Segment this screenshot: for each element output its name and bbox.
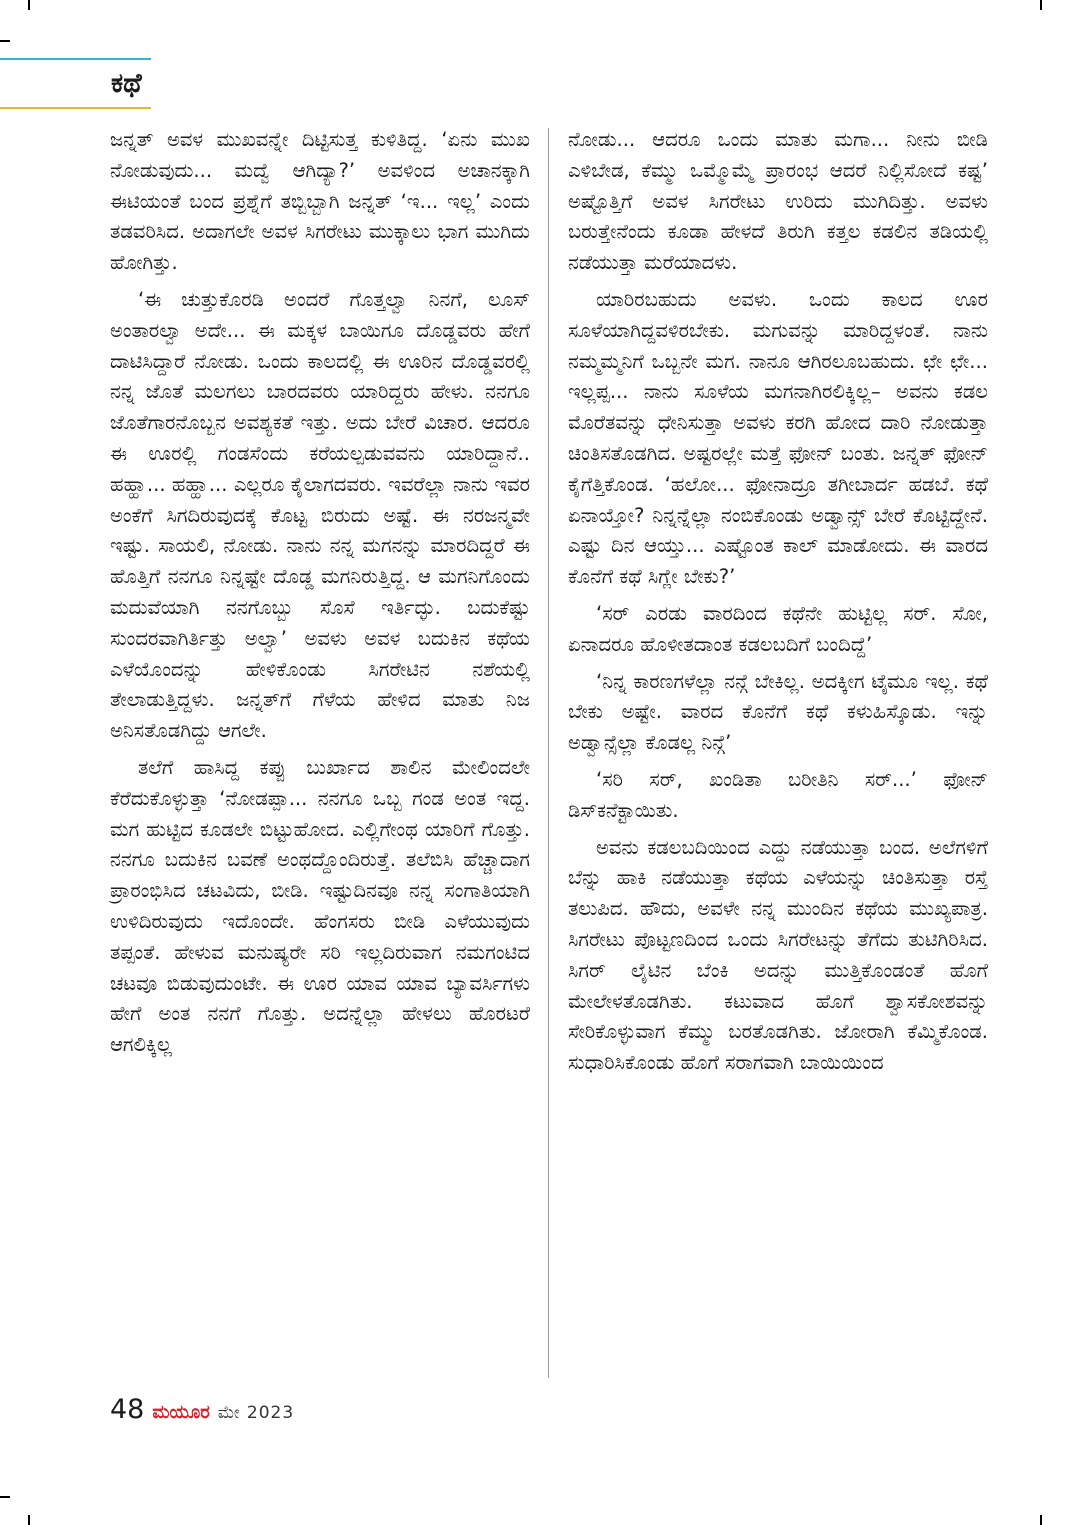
crop-mark bbox=[0, 1496, 10, 1498]
paragraph: ‘ನಿನ್ನ ಕಾರಣಗಳೆಲ್ಲಾ ನನ್ಗೆ ಬೇಕಿಲ್ಲ. ಅದಕ್ಕೀಗ ಟೈಮೂ ಇಲ್ಲ. ಕಥೆ ಬೇಕು ಅಷ್ಟೇ. ವಾರದ ಕೊನೆಗೆ ಕಥೆ ಕಳುಹಿಸ್ಕೊಡು. ಇನ್ನು ಅಡ್ವಾನ್ಸೆಲ್ಲಾ ಕೊಡಲ್ಲ ನಿನ್ಗೆ’ bbox=[568, 669, 988, 755]
crop-mark bbox=[1040, 0, 1042, 10]
article-column-right bbox=[568, 125, 988, 1085]
magazine-logo: ಮಯೂರ bbox=[152, 1402, 210, 1423]
paragraph: ‘ಸರ್ ಎರಡು ವಾರದಿಂದ ಕಥೆನೇ ಹುಟ್ಟಿಲ್ಲ ಸರ್. ಸೋ, ಏನಾದರೂ ಹೊಳೀತದಾಂತ ಕಡಲಬದಿಗೆ ಬಂದಿದ್ದೆ’ bbox=[568, 601, 988, 656]
header-rule-top bbox=[0, 58, 151, 60]
section-title: ಕಥೆ bbox=[111, 68, 142, 99]
article-column-left bbox=[110, 125, 530, 1067]
paragraph: ‘ಈ ಚುತ್ತುಕೊರಡಿ ಅಂದರೆ ಗೊತ್ತಲ್ವಾ ನಿನಗೆ, ಲೂಸ್ ಅಂತಾರಲ್ವಾ ಅದೇ... ಈ ಮಕ್ಕಳ ಬಾಯಿಗೂ ದೊಡ್ಡವರು ಹೇಗೆ ದಾಟಿಸಿದ್ದಾರೆ ನೋಡು. ಒಂದು ಕಾಲದಲ್ಲಿ ಈ ಊರಿನ ದೊಡ್ಡವರಲ್ಲಿ ನನ್ನ ಜೊತೆ ಮಲಗಲು ಬಾರದವರು ಯಾರಿದ್ದರು ಹೇಳು. ನನಗೂ ಜೊತೆಗಾರನೊಬ್ಬನ ಅವಶ್ಯಕತೆ ಇತ್ತು. ಅದು ಬೇರೆ ವಿಚಾರ. ಆದರೂ ಈ ಊರಲ್ಲಿ ಗಂಡಸೆಂದು ಕರೆಯಲ್ಪಡುವವನು ಯಾರಿದ್ದಾನೆ.. ಹಹ್ಹಾ... ಹಹ್ಹಾ... ಎಲ್ಲರೂ ಕೈಲಾಗದವರು. ಇವರೆಲ್ಲಾ ನಾನು ಇವರ ಅಂಕೆಗೆ ಸಿಗದಿರುವುದಕ್ಕೆ ಕೊಟ್ಟ ಬಿರುದು ಅಷ್ಟೆ. ಈ ನರಜನ್ಮವೇ ಇಷ್ಟು. ಸಾಯಲಿ, ನೋಡು. ನಾನು ನನ್ನ ಮಗನನ್ನು ಮಾರದಿದ್ದರೆ ಈ ಹೊತ್ತಿಗೆ ನನಗೂ ನಿನ್ನಷ್ಟೇ ದೊಡ್ಡ ಮಗನಿರುತ್ತಿದ್ದ. ಆ ಮಗನಿಗೊಂದು ಮದುವೆಯಾಗಿ ನನಗೊಬ್ಬು ಸೊಸೆ ಇರ್ತಿದ್ಳು. ಬದುಕೆಷ್ಟು ಸುಂದರವಾಗಿರ್ತಿತ್ತು ಅಲ್ವಾ’ ಅವಳು ಅವಳ ಬದುಕಿನ ಕಥೆಯ ಎಳೆಯೊಂದನ್ನು ಹೇಳಿಕೊಂಡು ಸಿಗರೇಟಿನ ನಶೆಯಲ್ಲಿ ತೇಲಾಡುತ್ತಿದ್ದಳು. ಜನ್ನತ್‌ಗೆ ಗೆಳೆಯ ಹೇಳಿದ ಮಾತು ನಿಜ ಅನಿಸತೊಡಗಿದ್ದು ಆಗಲೇ. bbox=[110, 287, 530, 743]
crop-mark bbox=[1040, 1515, 1042, 1525]
paragraph: ‘ಸರಿ ಸರ್, ಖಂಡಿತಾ ಬರೀತಿನಿ ಸರ್...’ ಫೋನ್ ಡಿಸ್‌ಕನೆಕ್ಟಾಯಿತು. bbox=[568, 767, 988, 822]
page-number: 48 bbox=[110, 1394, 145, 1425]
paragraph: ಯಾರಿರಬಹುದು ಅವಳು. ಒಂದು ಕಾಲದ ಊರ ಸೂಳೆಯಾಗಿದ್ದವಳಿರಬೇಕು. ಮಗುವನ್ನು ಮಾರಿದ್ದಳಂತೆ. ನಾನು ನಮ್ಮಮ್ಮನಿಗೆ ಒಬ್ಬನೇ ಮಗ. ನಾನೂ ಆಗಿರಲೂಬಹುದು. ಛೇ ಛೇ... ಇಲ್ಲಪ್ಪ... ನಾನು ಸೂಳೆಯ ಮಗನಾಗಿರಲಿಕ್ಕಿಲ್ಲ– ಅವನು ಕಡಲ ಮೊರೆತವನ್ನು ಧೇನಿಸುತ್ತಾ ಅವಳು ಕರಗಿ ಹೋದ ದಾರಿ ನೋಡುತ್ತಾ ಚಿಂತಿಸತೊಡಗಿದ. ಅಷ್ಟರಲ್ಲೇ ಮತ್ತೆ ಫೋನ್ ಬಂತು. ಜನ್ನತ್ ಫೋನ್ ಕೈಗೆತ್ತಿಕೊಂಡ. ‘ಹಲೋ... ಫೋನಾದ್ರೂ ತಗೀಬಾರ್ದ ಹಡಬೆ. ಕಥೆ ಏನಾಯ್ತೋ? ನಿನ್ನನ್ನೆಲ್ಲಾ ನಂಬಿಕೊಂಡು ಅಡ್ವಾನ್ಸ್ ಬೇರೆ ಕೊಟ್ಟಿದ್ದೇನೆ. ಎಷ್ಟು ದಿನ ಆಯ್ತು... ಎಷ್ಟೊಂತ ಕಾಲ್ ಮಾಡೋದು. ಈ ವಾರದ ಕೊನೆಗೆ ಕಥೆ ಸಿಗ್ಲೇ ಬೇಕು?’ bbox=[568, 287, 988, 589]
issue-date: ಮೇ 2023 bbox=[217, 1403, 295, 1423]
crop-mark bbox=[28, 1515, 30, 1525]
column-divider bbox=[548, 128, 549, 1378]
crop-mark bbox=[28, 0, 30, 10]
paragraph: ನೋಡು... ಆದರೂ ಒಂದು ಮಾತು ಮಗಾ... ನೀನು ಬೀಡಿ ಎಳಿಬೇಡ, ಕೆಮ್ಮು ಒಮ್ಮೊಮ್ಮೆ ಪ್ರಾರಂಭ ಆದರೆ ನಿಲ್ಲಿಸೋದೆ ಕಷ್ಟ’ ಅಷ್ಟೊತ್ತಿಗೆ ಅವಳ ಸಿಗರೇಟು ಉರಿದು ಮುಗಿದಿತ್ತು. ಅವಳು ಬರುತ್ತೇನೆಂದು ಕೂಡಾ ಹೇಳದೆ ತಿರುಗಿ ಕತ್ತಲ ಕಡಲಿನ ತಡಿಯಲ್ಲಿ ನಡೆಯುತ್ತಾ ಮರೆಯಾದಳು. bbox=[568, 128, 988, 275]
header-rule-bottom bbox=[0, 107, 151, 109]
paragraph: ಅವನು ಕಡಲಬದಿಯಿಂದ ಎದ್ದು ನಡೆಯುತ್ತಾ ಬಂದ. ಅಲೆಗಳಿಗೆ ಬೆನ್ನು ಹಾಕಿ ನಡೆಯುತ್ತಾ ಕಥೆಯ ಎಳೆಯನ್ನು ಚಿಂತಿಸುತ್ತಾ ರಸ್ತೆ ತಲುಪಿದ. ಹೌದು, ಅವಳೇ ನನ್ನ ಮುಂದಿನ ಕಥೆಯ ಮುಖ್ಯಪಾತ್ರ. ಸಿಗರೇಟು ಪೊಟ್ಟಣದಿಂದ ಒಂದು ಸಿಗರೇಟನ್ನು ತೆಗೆದು ತುಟಿಗಿರಿಸಿದ. ಸಿಗರ್ ಲೈಟಿನ ಬೆಂಕಿ ಅದನ್ನು ಮುತ್ತಿಕೊಂಡಂತೆ ಹೊಗೆ ಮೇಲೇಳತೊಡಗಿತು. ಕಟುವಾದ ಹೊಗೆ ಶ್ವಾಸಕೋಶವನ್ನು ಸೇರಿಕೊಳ್ಳುವಾಗ ಕೆಮ್ಮು ಬರತೊಡಗಿತು. ಜೋರಾಗಿ ಕೆಮ್ಮಿಕೊಂಡ. ಸುಧಾರಿಸಿಕೊಂಡು ಹೊಗೆ ಸರಾಗವಾಗಿ ಬಾಯಿಯಿಂದ bbox=[568, 835, 988, 1075]
crop-mark bbox=[0, 40, 10, 42]
paragraph: ಜನ್ನತ್ ಅವಳ ಮುಖವನ್ನೇ ದಿಟ್ಟಿಸುತ್ತ ಕುಳಿತಿದ್ದ. ‘ಏನು ಮುಖ ನೋಡುವುದು... ಮದ್ವೆ ಆಗಿದ್ಯಾ?’ ಅವಳಿಂದ ಅಚಾನಕ್ಕಾಗಿ ಈಟಿಯಂತೆ ಬಂದ ಪ್ರಶ್ನೆಗೆ ತಬ್ಬಿಬ್ಬಾಗಿ ಜನ್ನತ್ ‘ಇ... ಇಲ್ಲ’ ಎಂದು ತಡವರಿಸಿದ. ಅದಾಗಲೇ ಅವಳ ಸಿಗರೇಟು ಮುಕ್ಕಾಲು ಭಾಗ ಮುಗಿದು ಹೋಗಿತ್ತು. bbox=[110, 128, 530, 275]
page-footer bbox=[110, 1394, 294, 1428]
paragraph: ತಲೆಗೆ ಹಾಸಿದ್ದ ಕಪ್ಪು ಬುರ್ಖಾದ ಶಾಲಿನ ಮೇಲಿಂದಲೇ ಕೆರೆದುಕೊಳ್ಳುತ್ತಾ ‘ನೋಡಪ್ಪಾ... ನನಗೂ ಒಬ್ಬ ಗಂಡ ಅಂತ ಇದ್ದ. ಮಗ ಹುಟ್ಟಿದ ಕೂಡಲೇ ಬಿಟ್ಟುಹೋದ. ಎಲ್ಲಿಗೇಂಥ ಯಾರಿಗೆ ಗೊತ್ತು. ನನಗೂ ಬದುಕಿನ ಬವಣೆ ಅಂಥದ್ದೊಂದಿರುತ್ತೆ. ತಲೆಬಿಸಿ ಹೆಚ್ಚಾದಾಗ ಪ್ರಾರಂಭಿಸಿದ ಚಟವಿದು, ಬೀಡಿ. ಇಷ್ಟುದಿನವೂ ನನ್ನ ಸಂಗಾತಿಯಾಗಿ ಉಳಿದಿರುವುದು ಇದೊಂದೇ. ಹೆಂಗಸರು ಬೀಡಿ ಎಳೆಯುವುದು ತಪ್ಪಂತೆ. ಹೇಳುವ ಮನುಷ್ಯರೇ ಸರಿ ಇಲ್ಲದಿರುವಾಗ ನಮಗಂಟಿದ ಚಟವೂ ಬಿಡುವುದುಂಟೇ. ಈ ಊರ ಯಾವ ಯಾವ ಬ್ಯಾವರ್ಸಿಗಳು ಹೇಗೆ ಅಂತ ನನಗೆ ಗೊತ್ತು. ಅದನ್ನೆಲ್ಲಾ ಹೇಳಲು ಹೊರಟರೆ ಆಗಲಿಕ್ಕಿಲ್ಲ bbox=[110, 755, 530, 1057]
